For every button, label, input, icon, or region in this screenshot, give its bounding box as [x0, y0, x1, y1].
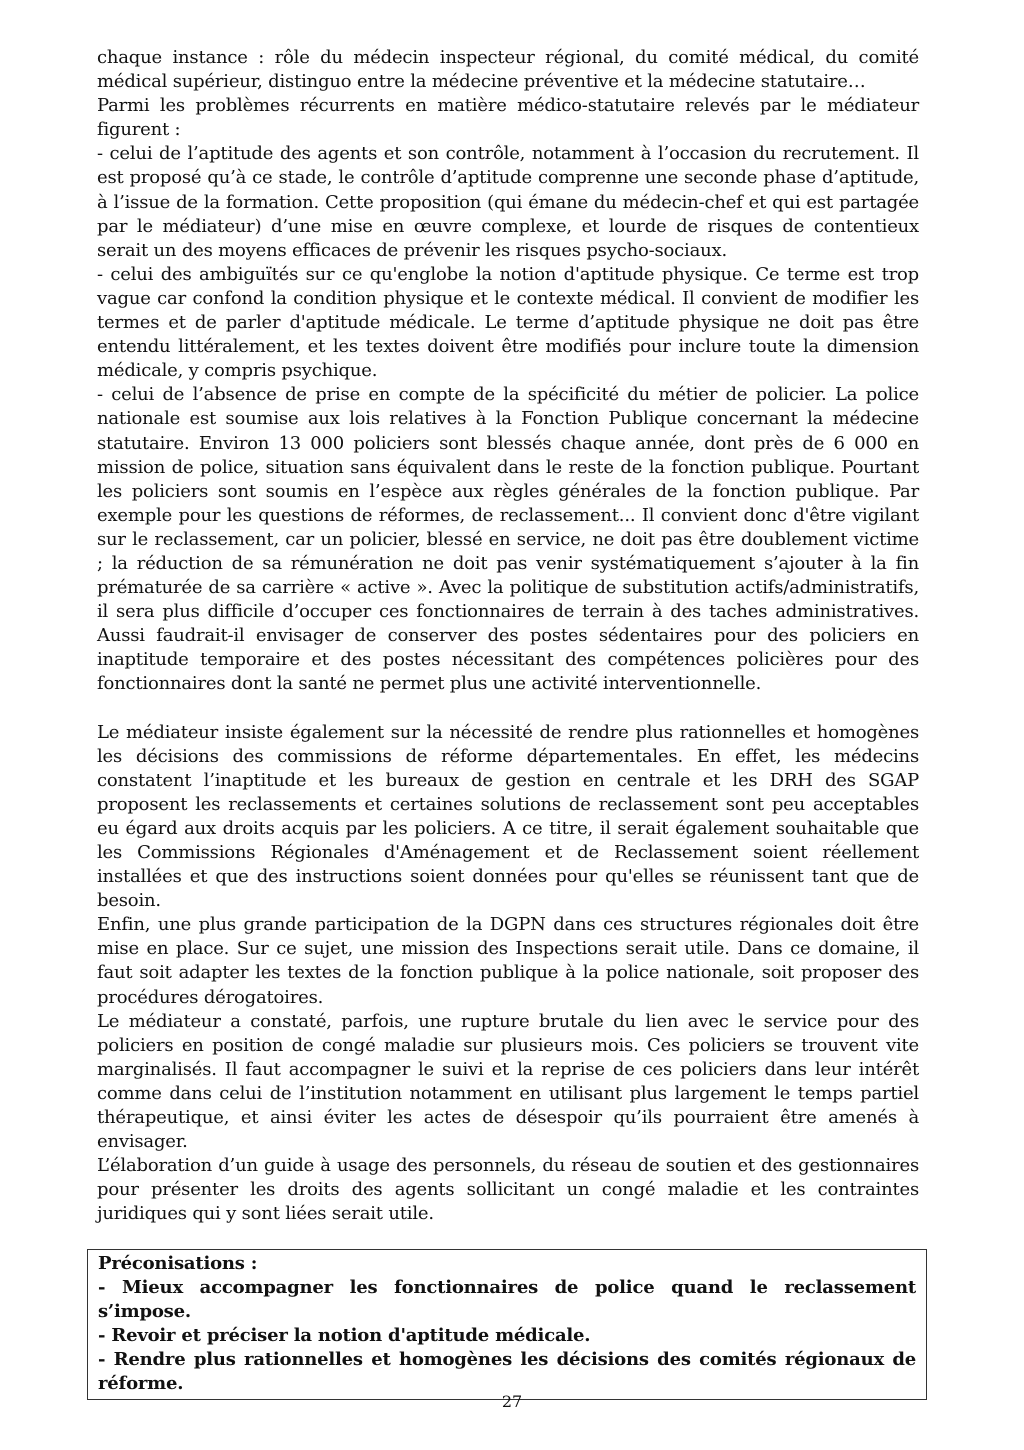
recommendation-item: - Revoir et préciser la notion d'aptitude médicale.: [98, 1324, 591, 1346]
paragraph-sick-leave: Le médiateur a constaté, parfois, une rupture brutale du lien avec le service pour des policiers en position de congé maladie sur plusieurs mois. Ces policiers se trouvent vite marginalisés. Il faut accompagner le suivi et la reprise de ces policiers dans leur intérêt comme dans celui de l’institution notamment en utilisant plus largement le temps partiel thérapeutique, et ainsi éviter les actes de désespoir qu’ils pourraient être amenés à envisager.: [97, 1010, 919, 1153]
paragraph-aptitude-control: - celui de l’aptitude des agents et son contrôle, notamment à l’occasion du recrutement. Il est proposé qu’à ce stade, le contrôle d’aptitude comprenne une seconde phase d’aptitude, à l’issue de la formation. Cette proposition (qui émane du médecin-chef et qui est partagée par le médiateur) d’une mise en œuvre complexe, et lourde de risques de contentieux serait un des moyens efficaces de prévenir les risques psycho-sociaux.: [97, 143, 919, 261]
recommendation-item: - Mieux accompagner les fonctionnaires de police quand le reclassement s’impose.: [98, 1276, 916, 1322]
paragraph-intro: chaque instance : rôle du médecin inspecteur régional, du comité médical, du comité médical supérieur, distinguo entre la médecine préventive et la médecine statutaire…: [97, 47, 919, 93]
paragraph-physical-aptitude: - celui des ambiguïtés sur ce qu'englobe la notion d'aptitude physique. Ce terme est trop vague car confond la condition physique et le contexte médical. Il convient de modifier les termes et de parler d'aptitude médicale. Le terme d’aptitude physique ne doit pas être entendu littéralement, et les textes doivent être modifiés pour inclure toute la dimension médicale, y compris psychique.: [97, 263, 919, 382]
recommendation-item: - Rendre plus rationnelles et homogènes les décisions des comités régionaux de réforme.: [98, 1348, 916, 1394]
paragraph-dgpn-participation: Enfin, une plus grande participation de la DGPN dans ces structures régionales doit être mise en place. Sur ce sujet, une mission des Inspections serait utile. Dans ce domaine, il faut soit adapter les textes de la fonction publique à la police nationale, soit proposer des procédures dérogatoires.: [97, 914, 919, 1008]
paragraph-guide: L’élaboration d’un guide à usage des personnels, du réseau de soutien et des gestionnaires pour présenter les droits des agents sollicitant un congé maladie et les contraintes juridiques qui y sont liées serait utile.: [97, 1155, 919, 1225]
paragraph-police-specificity: - celui de l’absence de prise en compte de la spécificité du métier de policier. La police nationale est soumise aux lois relatives à la Fonction Publique concernant la médecine statutaire. Environ 13 000 policiers sont blessés chaque année, dont près de 6 000 en mission de police, situation sans équivalent dans le reste de la fonction publique. Pourtant les policiers sont soumis en l’espèce aux règles générales de la fonction publique. Par exemple pour les questions de réformes, de reclassement... Il convient donc d'être vigilant sur le reclassement, car un policier, blessé en service, ne doit pas être doublement victime ; la réduction de sa rémunération ne doit pas venir systématiquement s’ajouter à la fin prématurée de sa carrière « active ». Avec la politique de substitution actifs/administratifs, il sera plus difficile d’occuper ces fonctionnaires de terrain à des taches administratives. Aussi faudrait-il envisager de conserver des postes sédentaires pour des policiers en inaptitude temporaire et des postes nécessitant des compétences policières pour des fonctionnaires dont la santé ne permet plus une activité interventionnelle.: [97, 384, 919, 695]
paragraph-problems-lead: Parmi les problèmes récurrents en matière médico-statutaire relevés par le médiateur figurent :: [97, 95, 919, 141]
recommendations-title: Préconisations :: [98, 1252, 258, 1274]
recommendations-box: [87, 1249, 927, 1400]
document-body: [97, 46, 919, 1400]
paragraph-reform-commissions: Le médiateur insiste également sur la nécessité de rendre plus rationnelles et homogènes les décisions des commissions de réforme départementales. En effet, les médecins constatent l’inaptitude et les bureaux de gestion en centrale et les DRH des SGAP proposent les reclassements et certaines solutions de reclassement sont peu acceptables eu égard aux droits acquis par les policiers. A ce titre, il serait également souhaitable que les Commissions Régionales d'Aménagement et de Reclassement soient réellement installées et que des instructions soient données pour qu'elles se réunissent tant que de besoin.: [97, 721, 919, 912]
page-number: 27: [501, 1392, 523, 1411]
paragraph-gap: [97, 697, 919, 721]
